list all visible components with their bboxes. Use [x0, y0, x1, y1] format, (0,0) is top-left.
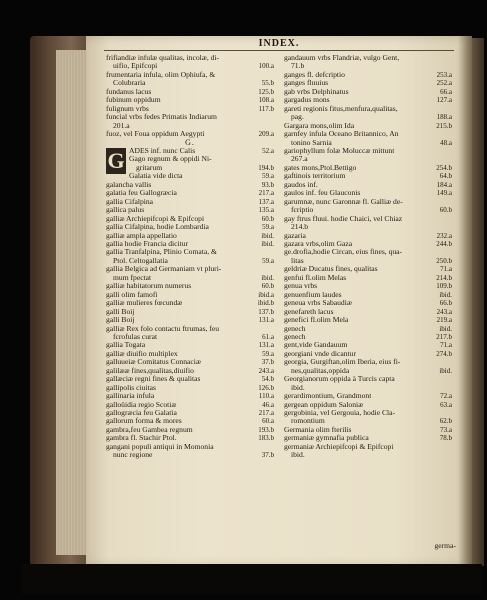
page-reference: 209.a [258, 130, 274, 139]
page-reference: 232.a [436, 231, 452, 240]
index-term: ADES inf. nunc Calis [129, 145, 196, 155]
index-entry [284, 434, 452, 442]
index-entry [284, 164, 452, 172]
page-reference: 193.b [258, 425, 274, 434]
page-reference: 219.a [436, 316, 452, 325]
page-reference: 66.a [440, 87, 452, 96]
page-reference [271, 113, 274, 121]
index-entry-continuation [284, 62, 452, 70]
index-term: gaftinois territorium [284, 172, 346, 181]
index-term: georgiani vnde dicantur [284, 349, 356, 358]
index-term: Galatia vide dicta [129, 172, 183, 181]
index-term: fcriptio [291, 205, 314, 215]
index-term: litas [291, 255, 304, 265]
index-entry [284, 333, 452, 341]
index-term: Gargara mons,olim Ida [284, 121, 355, 130]
page-reference [449, 198, 452, 206]
page-reference: 71.a [440, 265, 452, 274]
index-term: gallia hodie Francia dicitur [106, 239, 189, 248]
index-entry [106, 265, 274, 273]
page-reference: 117.b [258, 104, 274, 113]
index-entry [106, 113, 274, 121]
page-reference [271, 248, 274, 256]
page-reference: ibid. [439, 290, 452, 299]
index-term: gallia Togata [106, 341, 146, 350]
index-term: galliæ mulieres fœcundæ [106, 299, 183, 308]
page-reference: 125.b [258, 87, 274, 96]
index-term: galliæ Archiepifcopi & Epifcopi [106, 214, 205, 223]
index-term: fubinum oppidum [106, 96, 161, 105]
page-reference: 215.b [436, 121, 452, 130]
index-term: garnfey infula Oceano Britannico, An [284, 130, 399, 139]
index-entry [106, 282, 274, 290]
index-entry-continuation [284, 451, 452, 459]
index-entry [106, 434, 274, 442]
index-term: ibid. [291, 450, 305, 460]
page-reference [271, 54, 274, 62]
index-term: Germania olim fterilis [284, 425, 352, 434]
index-term: Georgianorum oppida à Turcis capta [284, 375, 395, 384]
index-term: Gago regnum & oppidi Ni- [129, 155, 212, 164]
index-term: gallia Cifalpina, hodie Lombardia [106, 223, 209, 232]
page-reference: 127.a [436, 96, 452, 105]
index-entry [106, 308, 274, 316]
open-book [22, 36, 480, 594]
page-header: INDEX. [258, 38, 300, 49]
page-reference: 243.a [436, 307, 452, 316]
index-entry [284, 350, 452, 358]
index-entry [284, 181, 452, 189]
index-term: fcrofulas curat [113, 331, 158, 341]
index-entry [284, 147, 452, 155]
index-term: galli Boij [106, 307, 135, 316]
index-entry [284, 172, 452, 180]
page-reference: 52.a [262, 146, 274, 155]
index-term: mum fpectat [113, 272, 152, 282]
index-entry [284, 122, 452, 130]
page-reference [271, 155, 274, 163]
index-term: galancha vallis [106, 180, 152, 189]
page-reference [449, 215, 452, 223]
page-reference: 126.b [258, 383, 274, 392]
index-term: funcial vrbs fedes Primatis Indiarum [106, 113, 217, 122]
index-term: Ptol. Celtogallatia [113, 255, 168, 265]
index-entry [106, 223, 274, 231]
index-entry [106, 350, 274, 358]
page-reference: ibid. [439, 324, 452, 333]
index-entry-continuation [106, 333, 274, 341]
page-reference: 54.b [261, 375, 274, 384]
index-term: galluueiæ Comitatus Connaciæ [106, 358, 201, 367]
index-term: gandauum vrbs Flandriæ, vulgo Gent, [284, 54, 400, 62]
index-term: fuoz, vel Foua oppidum Aegypti [106, 130, 205, 139]
page-reference: 73.a [440, 425, 452, 434]
page-reference: 274.b [436, 349, 452, 358]
index-term: ganges fl. defcriptio [284, 70, 345, 79]
index-entry [284, 54, 452, 62]
index-term: 201.a [113, 120, 130, 130]
index-term: gaulos inf. feu Glauconis [284, 189, 361, 198]
page-reference [449, 147, 452, 155]
page-reference: 60.a [262, 417, 274, 426]
index-entry [106, 316, 274, 324]
page-reference: 60.b [439, 206, 452, 215]
page-reference [449, 130, 452, 138]
index-entry [106, 71, 274, 79]
index-entry-continuation [106, 274, 274, 282]
index-entry [284, 88, 452, 96]
page-reference: 244.b [436, 239, 452, 248]
index-entry [284, 299, 452, 307]
index-term: ibid. [291, 382, 305, 392]
index-entry [106, 198, 274, 206]
index-entry-continuation [106, 62, 274, 70]
index-term: galliæ habitatorum numerus [106, 282, 192, 291]
index-entry [106, 375, 274, 383]
index-term: georgia, Gurgiftan,olim Iberia, eius fi- [284, 358, 401, 367]
page-reference: 131.a [258, 316, 274, 325]
index-term: germaniæ Archiepifcopi & Epifcopi [284, 442, 394, 451]
page-reference [449, 248, 452, 256]
shadow [22, 564, 482, 594]
page-reference: 110.a [258, 392, 274, 401]
index-term: germaniæ gymnafia publica [284, 434, 369, 443]
index-entry [106, 88, 274, 96]
index-term: fundanus lacus [106, 87, 152, 96]
page-reference [449, 375, 452, 383]
page-reference: 71.a [440, 341, 452, 350]
index-entry [284, 265, 452, 273]
index-entry [284, 392, 452, 400]
index-term: gaudos inf. [284, 180, 318, 189]
index-entry [106, 417, 274, 425]
page-reference [271, 265, 274, 273]
page-reference: 137.b [258, 307, 274, 316]
index-term: uifio, Epifcopi [113, 61, 158, 71]
index-term: gritarum [136, 162, 163, 172]
index-entry [284, 426, 452, 434]
index-entry [284, 291, 452, 299]
index-entry [284, 325, 452, 333]
index-entry [129, 155, 274, 163]
index-entry [284, 232, 452, 240]
index-entry [106, 215, 274, 223]
page-reference: 183.b [258, 434, 274, 443]
page-reference [449, 105, 452, 113]
index-entry [106, 325, 274, 333]
index-term: nunc regione [113, 450, 153, 460]
page-reference: 78.b [439, 434, 452, 443]
page-reference: 217.a [258, 409, 274, 418]
page-reference: 217.b [436, 332, 452, 341]
index-term: gazara vrbs,olim Gaza [284, 239, 353, 248]
index-entry-continuation [106, 451, 274, 459]
index-entry [284, 341, 452, 349]
index-term: romontium [291, 416, 325, 426]
index-entry [106, 392, 274, 400]
index-term: gallinaria infula [106, 392, 155, 401]
index-entry-continuation [106, 79, 274, 87]
page-reference [271, 325, 274, 333]
index-entry [284, 358, 452, 366]
index-entry [284, 79, 452, 87]
index-entry [106, 341, 274, 349]
catchword: germa- [434, 541, 456, 550]
page-reference: 66.b [439, 299, 452, 308]
page-reference: 63.a [440, 400, 452, 409]
index-page [86, 36, 472, 566]
page-reference: 100.a [258, 62, 274, 71]
index-term: genech [284, 324, 306, 333]
index-term: gay ftrus fluui. hodie Chaici, vel Chiaz [284, 214, 403, 223]
index-term: galliæ ampla appellatio [106, 231, 177, 240]
index-term: geneua vrbs Sabaudiæ [284, 299, 352, 308]
page-reference: 243.a [258, 366, 274, 375]
index-entry [129, 172, 274, 180]
index-entry [284, 443, 452, 451]
index-term: ge.drofia,hodie Circan, eius fines, qua- [284, 248, 403, 257]
index-term: genuenfium laudes [284, 290, 342, 299]
index-entry [284, 316, 452, 324]
index-entry-continuation [284, 384, 452, 392]
page-reference [449, 358, 452, 366]
page-reference: 250.b [436, 256, 452, 265]
index-term: geldriæ Ducatus fines, qualitas [284, 265, 378, 274]
page-reference: 59.a [262, 172, 274, 181]
index-term: gergobinia, vel Gergouia, hodie Cla- [284, 409, 396, 418]
index-term: 71.b [291, 61, 305, 71]
index-column-left [106, 54, 274, 460]
index-term: gazaria [284, 231, 306, 240]
index-term: gallica palus [106, 206, 145, 215]
index-entry-continuation [129, 164, 274, 172]
index-entry [106, 181, 274, 189]
page-reference: 108.a [258, 96, 274, 105]
index-term: genefareth lacus [284, 307, 334, 316]
book-spine-right [470, 38, 484, 566]
index-term: tonino Sarnia [291, 137, 332, 147]
page-reference: 131.a [258, 341, 274, 350]
index-column-right [284, 54, 452, 460]
index-entry [106, 358, 274, 366]
page-reference: 252.a [436, 79, 452, 88]
index-entry [284, 189, 452, 197]
page-reference: 72.a [440, 392, 452, 401]
index-entry-continuation [284, 155, 452, 163]
index-term: galliæ diuifio multiplex [106, 349, 178, 358]
index-entry [106, 299, 274, 307]
index-entry [284, 409, 452, 417]
page-reference: 59.a [262, 256, 274, 265]
page-reference: 109.b [436, 282, 452, 291]
index-letter-heading: G. [185, 137, 195, 147]
page-reference: 48.a [440, 138, 452, 147]
page-reference: 60.b [261, 214, 274, 223]
index-term: galloüidia regio Scotiæ [106, 400, 177, 409]
page-reference: ibid. [261, 239, 274, 248]
index-term: gambra fl. Stachir Ptol. [106, 434, 177, 443]
index-entry [284, 308, 452, 316]
page-reference [449, 54, 452, 62]
index-entry [106, 105, 274, 113]
index-entry [284, 215, 452, 223]
index-entry-continuation [106, 257, 274, 265]
index-entry [106, 206, 274, 214]
index-entry-continuation [284, 113, 452, 121]
index-term: galli olim famofi [106, 290, 158, 299]
index-term: gab vrbs Delphinatus [284, 87, 349, 96]
index-entry-continuation [284, 257, 452, 265]
page-reference: ibid.a [258, 290, 274, 299]
index-entry-continuation [284, 139, 452, 147]
index-term: gambra,feu Gambea regnum [106, 425, 193, 434]
index-entry [284, 282, 452, 290]
index-term: 214.b [291, 222, 309, 232]
index-term: garumnæ, nunc Garonnæ fl. Galliæ de- [284, 197, 403, 206]
index-term: galliæ Rex folo contactu ftrumas, feu [106, 324, 220, 333]
index-term: gallia Tranfalpina, Plinio Comata, & [106, 248, 217, 257]
index-term: gates mons,Ptol.Bettigo [284, 163, 357, 172]
index-term: frifiandiæ infulæ qualitas, incolæ, di- [106, 54, 220, 62]
page-reference: 135.a [258, 206, 274, 215]
page-reference: 59.a [262, 349, 274, 358]
index-entry [284, 248, 452, 256]
index-term: gergean oppidum Saloniæ [284, 400, 364, 409]
page-reference: 93.b [261, 180, 274, 189]
page-reference: 253.a [436, 70, 452, 79]
index-term: frumentaria infula, olim Ophiufa, & [106, 70, 216, 79]
index-entry [284, 375, 452, 383]
index-term: nes,qualitas,oppida [291, 365, 350, 375]
index-entry [106, 291, 274, 299]
index-entry [284, 130, 452, 138]
page-reference: 214.b [436, 273, 452, 282]
page-reference: ibid. [439, 366, 452, 375]
page-reference: ibid. [261, 273, 274, 282]
index-term: genech [284, 332, 306, 341]
index-term: gariophyllum folæ Moluccæ mittunt [284, 146, 395, 155]
index-entry [284, 240, 452, 248]
index-term: Colubraria [113, 78, 146, 88]
index-term: gerardimontium, Grandmont [284, 392, 372, 401]
index-term: genefici fl.olim Mela [284, 316, 349, 325]
page-reference [449, 443, 452, 451]
index-term: galatia feu Gallogræcia [106, 189, 177, 198]
index-entry [106, 232, 274, 240]
index-entry-continuation [284, 206, 452, 214]
index-entry [106, 130, 274, 138]
index-term: gallipolis ciuitas [106, 383, 156, 392]
index-entry [284, 401, 452, 409]
index-term: gallia Cifalpina [106, 197, 154, 206]
index-entry [284, 71, 452, 79]
page-reference: 59.a [262, 223, 274, 232]
index-entry [106, 401, 274, 409]
page-reference: 60.b [261, 282, 274, 291]
index-term: gallæciæ regni fines & qualitas [106, 375, 201, 384]
page-reference: 217.a [258, 189, 274, 198]
page-reference: 194.b [258, 163, 274, 172]
page-reference: 64.b [439, 172, 452, 181]
index-entry [106, 443, 274, 451]
index-entry [284, 96, 452, 104]
index-entry-continuation [284, 417, 452, 425]
index-term: gangani populi antiqui in Momonia [106, 442, 214, 451]
index-term: gallia Belgica ad Germaniam vt pluri- [106, 265, 222, 274]
index-entry [106, 189, 274, 197]
index-term: gent,vide Gandauum [284, 341, 348, 350]
index-entry [106, 384, 274, 392]
index-term: ganges fluuius [284, 79, 329, 88]
page-gutter [458, 36, 472, 566]
index-entry [284, 274, 452, 282]
page-reference: ibid. [261, 231, 274, 240]
index-term: gallogræcia feu Galatia [106, 409, 177, 418]
page-reference: 149.a [436, 189, 452, 198]
drop-capital: G [107, 147, 125, 173]
page-reference: 37.b [261, 451, 274, 460]
page-reference: 37.b [261, 358, 274, 367]
index-term: 267.a [291, 154, 308, 164]
index-entry-continuation [106, 122, 274, 130]
index-entry [106, 367, 274, 375]
page-reference: 55.b [261, 79, 274, 88]
index-entry-continuation [284, 223, 452, 231]
index-term: genua vrbs [284, 282, 318, 291]
index-term: gargadus mons [284, 96, 330, 105]
index-term: pag. [291, 112, 304, 122]
index-term: galilææ fines,qualitas,diuifio [106, 366, 194, 375]
index-entry [284, 198, 452, 206]
index-entry [106, 96, 274, 104]
index-term: gareti regionis fitus,menfura,qualitas, [284, 104, 398, 113]
page-reference: 62.b [439, 417, 452, 426]
index-entry-continuation [284, 367, 452, 375]
index-entry [106, 240, 274, 248]
index-term: genfui fl.olim Melas [284, 273, 347, 282]
page-reference: 184.a [436, 180, 452, 189]
index-entry [284, 105, 452, 113]
page-reference: 61.a [262, 332, 274, 341]
index-term: fulignum vrbs [106, 104, 149, 113]
index-term: galli Boij [106, 316, 135, 325]
page-reference: 137.a [258, 197, 274, 206]
page-reference: ibid.b [257, 299, 274, 308]
page-reference [271, 443, 274, 451]
page-reference: 188.a [436, 113, 452, 122]
index-term: gallorum forma & mores [106, 417, 182, 426]
page-reference: 254.b [436, 163, 452, 172]
page-reference: 46.a [262, 400, 274, 409]
index-entry [106, 54, 274, 62]
index-entry [106, 426, 274, 434]
header-rule [104, 50, 454, 51]
page-reference [449, 409, 452, 417]
index-entry [106, 409, 274, 417]
page-reference [271, 71, 274, 79]
index-entry [106, 248, 274, 256]
